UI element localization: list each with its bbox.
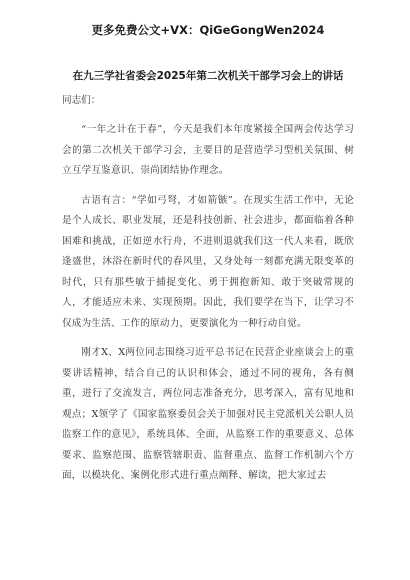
body-paragraph-3: 刚才X、X两位同志围绕习近平总书记在民营企业座谈会上的重要讲话精神，结合自己的认识和体会，通过不同的视角，各有侧重，进行了交流发言，两位同志准备充分，思考深入，富有见地和观点；X领学了《国家监察委员会关于加强对民主党派机关公职人员监察工作的意见》，系统具体、全面，从监察工作的重要意义、总体要求、监察范围、监察管辖职责、监督重点、监督工作机制六个方面，以模块化、案例化形式进行重点阐释、解读，把大家过去: [62, 347, 354, 481]
body-paragraph-2: 古语有言：“学如弓弩，才如箭镞”。在现实生活工作中，无论是个人成长、职业发展，还是科技创新、社会进步，都面临着各种困难和挑战，正如逆水行舟，不进则退就我们这一代人来看，既欣逢盛世，沐浴在新时代的春风里，又身处每一刻都充满无限变革的时代，只有那些敏于捕捉变化、勇于拥抱新知、敢于突破常规的人，才能适应未来、实现预期。因此，我们要学在当下，让学习不仅成为生活、工作的原动力，更要演化为一种行动自觉。: [62, 194, 354, 329]
body-paragraph-1: “一年之计在于春”，今天是我们本年度紧接全国两会传达学习会的第二次机关干部学习会，主要目的是营造学习型机关氛围、树立互学互鉴意识、崇尚团结协作理念。: [62, 124, 354, 176]
salutation: 同志们：: [62, 95, 101, 106]
speech-title: 在九三学社省委会2025年第二次机关干部学习会上的讲话: [72, 70, 344, 82]
promo-banner: 更多免费公文+VX：QiGeGongWen2024: [91, 23, 325, 37]
